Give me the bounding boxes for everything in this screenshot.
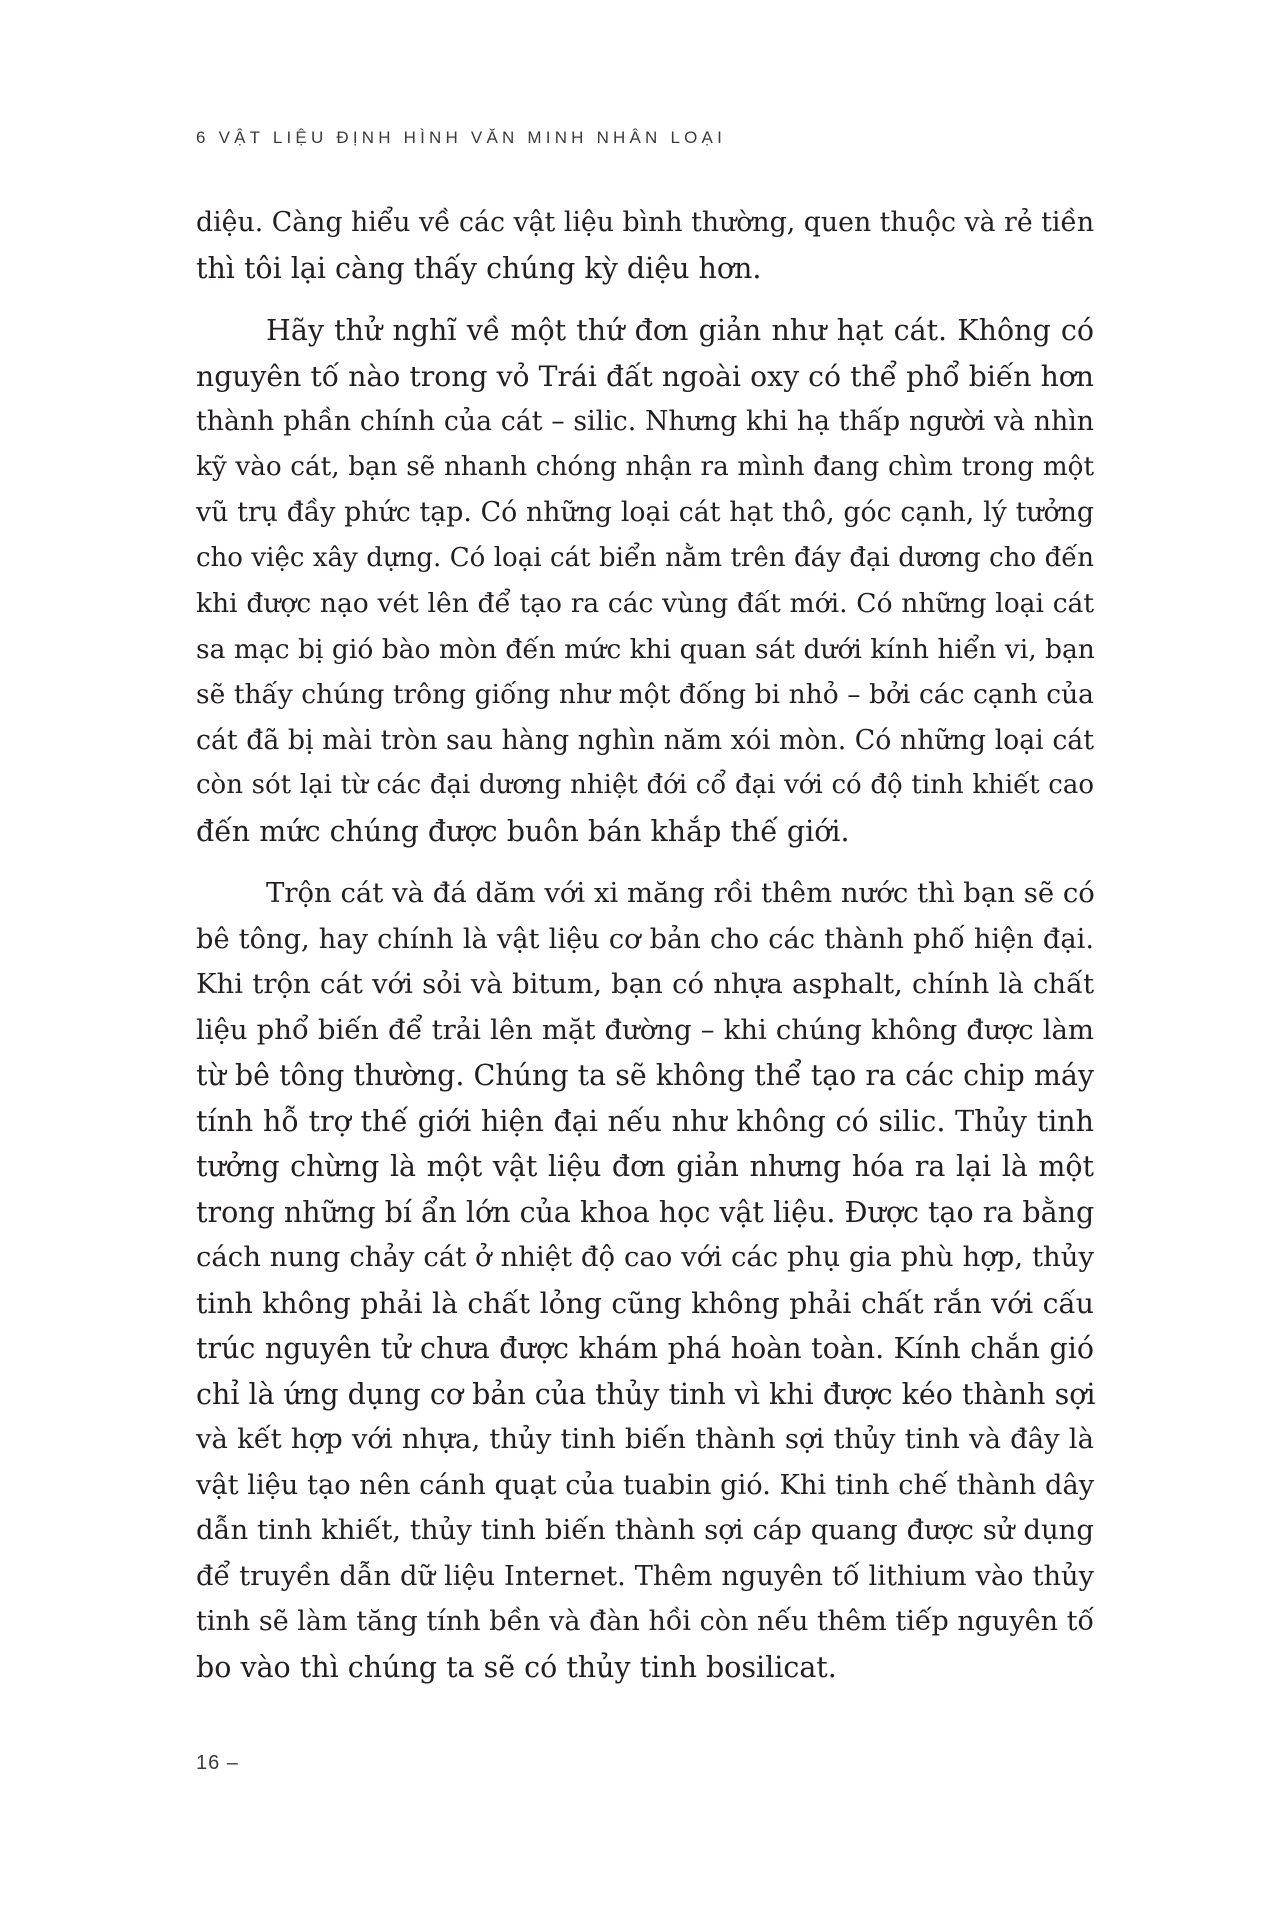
- text-line: tinh sẽ làm tăng tính bền và đàn hồi còn nếu thêm tiếp nguyên tố: [196, 1606, 1094, 1637]
- body-text: [196, 200, 1094, 1690]
- text-line: bo vào thì chúng ta sẽ có thủy tinh bosilicat.: [196, 1650, 837, 1684]
- text-line: Hãy thử nghĩ về một thứ đơn giản như hạt cát. Không có: [266, 314, 1094, 347]
- text-line: Trộn cát và đá dăm với xi măng rồi thêm nước thì bạn sẽ có: [266, 877, 1095, 909]
- text-line: tinh không phải là chất lỏng cũng không phải chất rắn với cấu: [196, 1286, 1094, 1320]
- text-line: cho việc xây dựng. Có loại cát biển nằm trên đáy đại dương cho đến: [196, 542, 1094, 573]
- text-line: nguyên tố nào trong vỏ Trái đất ngoài oxy có thể phổ biến hơn: [196, 359, 1094, 393]
- text-line: còn sót lại từ các đại dương nhiệt đới cổ đại với có độ tinh khiết cao: [196, 770, 1094, 800]
- text-line: trúc nguyên tử chưa được khám phá hoàn toàn. Kính chắn gió: [196, 1332, 1094, 1365]
- text-line: bê tông, hay chính là vật liệu cơ bản cho các thành phố hiện đại.: [196, 923, 1094, 955]
- text-line: trong những bí ẩn lớn của khoa học vật liệu. Được tạo ra bằng: [196, 1195, 1095, 1229]
- text-line: sa mạc bị gió bào mòn đến mức khi quan sát dưới kính hiển vi, bạn: [196, 633, 1095, 665]
- text-line: để truyền dẫn dữ liệu Internet. Thêm nguyên tố lithium vào thủy: [196, 1560, 1094, 1592]
- text-line: kỹ vào cát, bạn sẽ nhanh chóng nhận ra mình đang chìm trong một: [196, 451, 1094, 482]
- text-line: thành phần chính của cát – silic. Nhưng khi hạ thấp người và nhìn: [196, 406, 1094, 437]
- text-line: khi được nạo vét lên để tạo ra các vùng đất mới. Có những loại cát: [196, 588, 1094, 619]
- text-line: vật liệu tạo nên cánh quạt của tuabin gió. Khi tinh chế thành dây: [196, 1469, 1095, 1501]
- paragraph: [196, 871, 1094, 1690]
- text-line: diệu. Càng hiểu về các vật liệu bình thường, quen thuộc và rẻ tiền: [196, 207, 1095, 238]
- text-line: tưởng chừng là một vật liệu đơn giản nhưng hóa ra lại là một: [196, 1150, 1094, 1183]
- text-line: tính hỗ trợ thế giới hiện đại nếu như không có silic. Thủy tinh: [196, 1104, 1094, 1138]
- text-line: cát đã bị mài tròn sau hàng nghìn năm xói mòn. Có những loại cát: [196, 724, 1094, 756]
- text-line: Khi trộn cát với sỏi và bitum, bạn có nhựa asphalt, chính là chất: [196, 968, 1094, 1000]
- text-line: thì tôi lại càng thấy chúng kỳ diệu hơn.: [196, 251, 762, 285]
- paragraph: [196, 308, 1094, 854]
- running-header: 6 VẬT LIỆU ĐỊNH HÌNH VĂN MINH NHÂN LOẠI: [196, 128, 726, 147]
- text-line: dẫn tinh khiết, thủy tinh biến thành sợi cáp quang được sử dụng: [196, 1514, 1094, 1546]
- page-number: 16 –: [196, 1752, 239, 1774]
- text-line: đến mức chúng được buôn bán khắp thế giới.: [196, 814, 850, 848]
- text-line: sẽ thấy chúng trông giống như một đống bi nhỏ – bởi các cạnh của: [196, 679, 1094, 710]
- paragraph: [196, 200, 1094, 291]
- text-line: liệu phổ biến để trải lên mặt đường – khi chúng không được làm: [196, 1013, 1094, 1046]
- text-line: từ bê tông thường. Chúng ta sẽ không thể tạo ra các chip máy: [196, 1059, 1094, 1092]
- text-line: và kết hợp với nhựa, thủy tinh biến thành sợi thủy tinh và đây là: [196, 1423, 1094, 1455]
- text-line: chỉ là ứng dụng cơ bản của thủy tinh vì khi được kéo thành sợi: [196, 1377, 1096, 1411]
- text-line: cách nung chảy cát ở nhiệt độ cao với các phụ gia phù hợp, thủy: [196, 1241, 1094, 1273]
- text-line: vũ trụ đầy phức tạp. Có những loại cát hạt thô, góc cạnh, lý tưởng: [196, 497, 1094, 528]
